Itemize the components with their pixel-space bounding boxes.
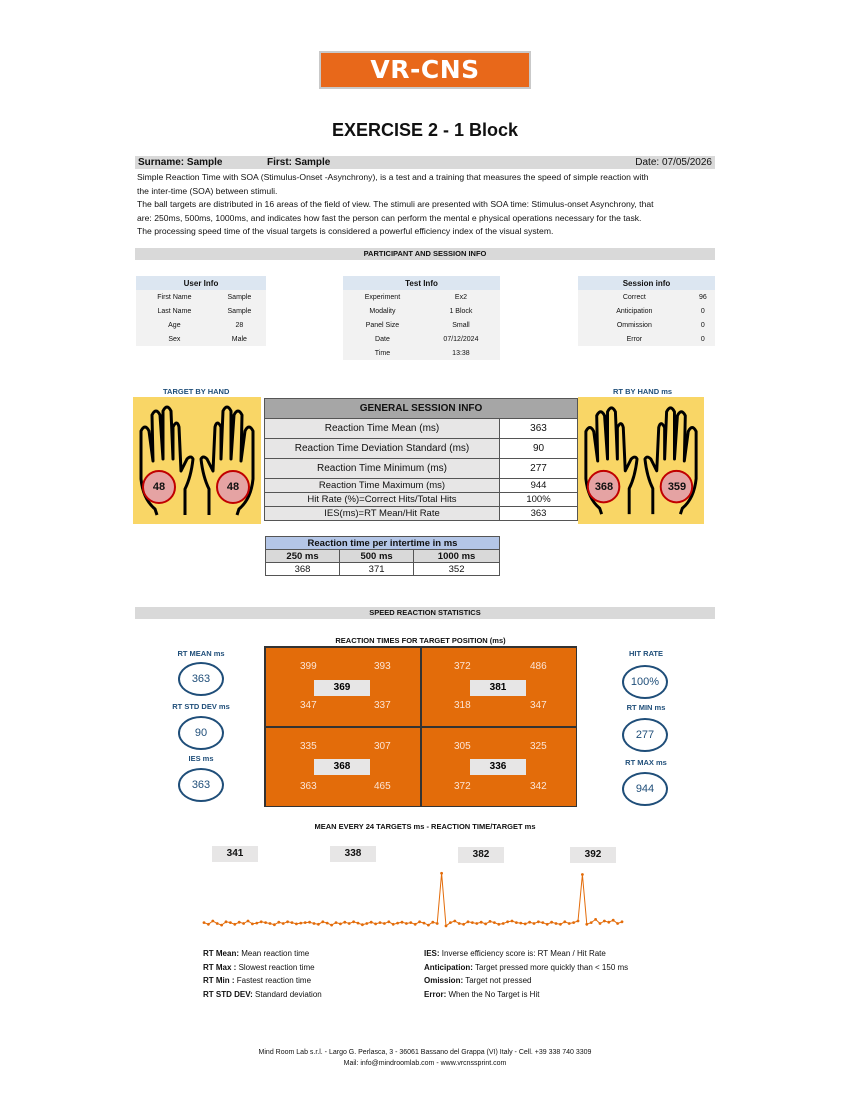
rt-point [581,873,584,876]
rt-point [238,921,241,924]
info-value: 28 [213,318,266,332]
rt-point [225,920,228,923]
intertime-col: 250 ms [266,550,340,563]
gsi-label: Reaction Time Minimum (ms) [265,459,500,479]
info-label: Anticipation [578,304,691,318]
rt-point [599,922,602,925]
rt-point [220,924,223,927]
rt-point [330,924,333,927]
rt-point [555,922,558,925]
rt-point [247,920,250,923]
rt-point [528,921,531,924]
rt-max-label: RT MAX ms [625,758,667,767]
cell-value: 363 [300,781,317,792]
rt-point [216,922,219,925]
rt-point [414,923,417,926]
user-info-table [136,276,266,346]
footer [0,1047,850,1069]
rt-series-line [204,873,622,926]
cell-value: 372 [454,781,471,792]
intertime-value: 368 [266,563,340,576]
rt-point [387,920,390,923]
cell-value: 372 [454,661,471,672]
rt-point [590,921,593,924]
test-info-table [343,276,500,360]
general-session-table [264,398,578,521]
rt-point [511,920,514,923]
description-line: the inter-time (SOA) between stimuli. [137,185,278,196]
mean-24-box: 341 [212,846,258,862]
rt-point [374,923,377,926]
rt-point [458,922,461,925]
info-value: 0 [691,304,715,318]
rt-point [299,922,302,925]
intertime-col: 1000 ms [414,550,500,563]
rt-point [453,920,456,923]
cell-value: 305 [454,741,471,752]
gsi-label: Reaction Time Maximum (ms) [265,479,500,493]
hit-rate-circle: 100% [622,665,668,699]
test-info-title: Test Info [343,276,500,290]
hit-rate-label: HIT RATE [628,649,664,658]
rt-point [317,923,320,926]
quadrant-top-left [265,647,421,727]
rt-point [550,921,553,924]
info-label: First Name [136,290,213,304]
rt-point [546,923,549,926]
page-title: EXERCISE 2 - 1 Block [331,120,519,140]
rt-point [260,920,263,923]
rt-point [506,920,509,923]
rt-point [559,923,562,926]
rt-std-circle: 90 [178,716,224,750]
rt-point [203,921,206,924]
gsi-label: Reaction Time Mean (ms) [265,419,500,439]
target-by-hand-label: TARGET BY HAND [163,387,230,396]
surname: Surname: Sample [138,157,223,168]
rt-point [295,923,298,926]
rt-point [392,923,395,926]
cell-value: 342 [530,781,547,792]
mean-24-box: 382 [458,847,504,863]
rt-point [396,922,399,925]
rt-point [484,923,487,926]
cell-value: 307 [374,741,391,752]
info-label: Date [343,332,422,346]
legend-item: RT Mean: Mean reaction time [203,949,310,958]
rt-point [489,920,492,923]
rt-by-hand-label: RT BY HAND ms [613,387,673,396]
cell-value: 393 [374,661,391,672]
rt-point [480,921,483,924]
description-line: Simple Reaction Time with SOA (Stimulus-Onset -Asynchrony), is a test and a training that measures the speed of simple reaction with [137,172,649,182]
rt-point [445,925,448,928]
description-line: are: 250ms, 500ms, 1000ms, and indicates how fast the person can perform the mental e physical operations necessary for the task. [137,212,642,223]
rt-mean-circle: 363 [178,662,224,696]
rt-point [321,920,324,923]
info-label: Time [343,346,422,360]
rt-point [343,921,346,924]
rt-point [286,920,289,923]
reaction-time-chart [198,866,628,936]
info-label: Panel Size [343,318,422,332]
rt-point [313,922,316,925]
rt-right-value: 359 [667,481,687,493]
report-date: Date: 07/05/2026 [635,157,712,168]
ies-circle: 363 [178,768,224,802]
description-line: The processing speed time of the visual targets is considered a powerful efficiency index of the visual system. [137,226,554,236]
rt-point [207,923,210,926]
rt-point [612,919,615,922]
info-value: Ex2 [422,290,500,304]
legend-item: RT Min : Fastest reaction time [203,976,312,986]
rt-point [291,921,294,924]
hands-icon [133,397,261,524]
info-value: 07/12/2024 [422,332,500,346]
footer-contact: Mail: info@mindroomlab.com - www.vrcnssprint.com [343,1060,507,1067]
description [137,171,717,239]
cell-value: 347 [300,700,317,711]
rt-point [431,921,434,924]
gsi-label: Reaction Time Deviation Standard (ms) [265,439,500,459]
cell-value: 486 [530,661,547,672]
rt-max-circle: 944 [622,772,668,806]
description-line: The ball targets are distributed in 16 areas of the field of view. The stimuli are presented with SOA time: Stimulus-onset Asynchrony, that [137,199,654,209]
rt-point [255,922,258,925]
rt-point [471,921,474,924]
mean-24-box: 338 [330,846,376,862]
info-value: 0 [691,318,715,332]
quadrant-mean: 381 [470,680,526,696]
legend-item: IES: Inverse efficiency score is: RT Mean / Hit Rate [424,949,606,958]
info-value: Sample [213,290,266,304]
intertime-value: 352 [414,563,500,576]
rt-point [537,920,540,923]
rt-point [585,923,588,926]
target-right-value: 48 [226,481,240,493]
footer-address: Mind Room Lab s.r.l. - Largo G. Perlasca, 3 - 36061 Bassano del Grappa (VI) Italy - Cell. +39 338 740 3309 [258,1049,592,1056]
rt-point [449,921,452,924]
target-left-value: 48 [152,481,166,493]
rt-point [533,922,536,925]
cell-value: 325 [530,741,547,752]
gsi-value: 944 [500,479,578,493]
rt-point [405,922,408,925]
legend-right [424,947,628,1002]
rt-point [251,923,254,926]
gsi-value: 90 [500,439,578,459]
info-label: Error [578,332,691,346]
rt-point [282,922,285,925]
info-value: 0 [691,332,715,346]
rt-point [436,922,439,925]
rt-point [269,922,272,925]
rt-point [423,922,426,925]
legend-item: RT STD DEV: Standard deviation [203,990,322,1000]
rt-point [308,921,311,924]
rt-mean-label: RT MEAN ms [177,649,225,658]
session-info-title: Session info [578,276,715,290]
rt-point [440,872,443,875]
rt-point [467,920,470,923]
rt-min-circle: 277 [622,718,668,752]
info-label: Experiment [343,290,422,304]
info-value: Sample [213,304,266,318]
legend-item: Omission: Target not pressed [424,976,532,986]
info-label: Sex [136,332,213,346]
rt-point [572,921,575,924]
mean-24-box: 392 [570,847,616,863]
cell-value: 335 [300,741,317,752]
rt-point [273,923,276,926]
rt-point [401,921,404,924]
info-label: Modality [343,304,422,318]
rt-point [497,923,500,926]
gsi-value: 277 [500,459,578,479]
rt-min-label: RT MIN ms [626,703,666,712]
intertime-title: Reaction time per intertime in ms [266,537,500,550]
info-value: 96 [691,290,715,304]
rt-point [594,918,597,921]
rt-point [409,921,412,924]
rt-point [616,922,619,925]
rt-left-value: 368 [594,481,614,493]
section-speed: SPEED REACTION STATISTICS [135,607,715,619]
quadrant-mean: 336 [470,759,526,775]
quadrant-bottom-left [265,727,421,807]
cell-value: 318 [454,700,471,711]
rt-point [335,921,338,924]
rt-point [379,921,382,924]
quadrant-bottom-right [421,727,577,807]
gsi-value: 100% [500,493,578,507]
grid-title: REACTION TIMES FOR TARGET POSITION (ms) [335,636,506,645]
legend-item: Error: When the No Target is Hit [424,990,540,1000]
rt-point [493,921,496,924]
rt-point [524,923,527,926]
cell-value: 347 [530,700,547,711]
info-value: Male [213,332,266,346]
rt-point [264,921,267,924]
intertime-table [265,536,500,576]
rt-point [326,922,329,925]
hands-icon [578,397,704,524]
rt-point [607,921,610,924]
rt-point [352,920,355,923]
rt-point [475,922,478,925]
target-by-hand-panel [133,397,261,524]
general-session-title: GENERAL SESSION INFO [265,399,578,419]
rt-point [277,921,280,924]
quadrant-top-right [421,647,577,727]
mean-chart-title: MEAN EVERY 24 TARGETS ms - REACTION TIME/TARGET ms [314,822,536,831]
rt-point [541,921,544,924]
section-participant: PARTICIPANT AND SESSION INFO [135,248,715,260]
cell-value: 337 [374,700,391,711]
info-value: 13:38 [422,346,500,360]
legend-item: Anticipation: Target pressed more quickly than < 150 ms [424,962,629,972]
app-logo: VR-CNS SPRINT [319,51,531,89]
rt-by-hand-panel [578,397,704,524]
rt-point [304,921,307,924]
intertime-col: 500 ms [340,550,414,563]
quadrant-mean: 368 [314,759,370,775]
rt-point [365,922,368,925]
quadrant-mean: 369 [314,680,370,696]
ies-label: IES ms [188,754,214,763]
info-label: Last Name [136,304,213,318]
rt-point [519,922,522,925]
rt-point [427,924,430,927]
rt-point [603,920,606,923]
rt-point [370,921,373,924]
info-label: Ommission [578,318,691,332]
info-value: 1 Block [422,304,500,318]
session-info-table [578,276,715,346]
gsi-label: Hit Rate (%)=Correct Hits/Total Hits [265,493,500,507]
rt-point [462,923,465,926]
rt-point [621,920,624,923]
target-position-grid [264,646,577,807]
rt-point [348,922,351,925]
rt-point [418,920,421,923]
rt-point [242,922,245,925]
cell-value: 399 [300,661,317,672]
rt-point [577,920,580,923]
rt-point [361,923,364,926]
name-bar [135,156,715,169]
gsi-value: 363 [500,507,578,521]
cell-value: 465 [374,781,391,792]
legend-left [203,947,322,1002]
rt-point [357,922,360,925]
rt-point [568,922,571,925]
rt-point [211,920,214,923]
rt-point [515,921,518,924]
rt-point [339,923,342,926]
gsi-label: IES(ms)=RT Mean/Hit Rate [265,507,500,521]
info-label: Correct [578,290,691,304]
rt-std-label: RT STD DEV ms [172,702,230,711]
rt-point [563,920,566,923]
info-value: Small [422,318,500,332]
rt-point [229,921,232,924]
intertime-value: 371 [340,563,414,576]
user-info-title: User Info [136,276,266,290]
legend-item: RT Max : Slowest reaction time [203,962,315,972]
rt-point [233,923,236,926]
info-label: Age [136,318,213,332]
gsi-value: 363 [500,419,578,439]
rt-point [383,922,386,925]
rt-point [502,922,505,925]
first-name: First: Sample [267,157,331,168]
